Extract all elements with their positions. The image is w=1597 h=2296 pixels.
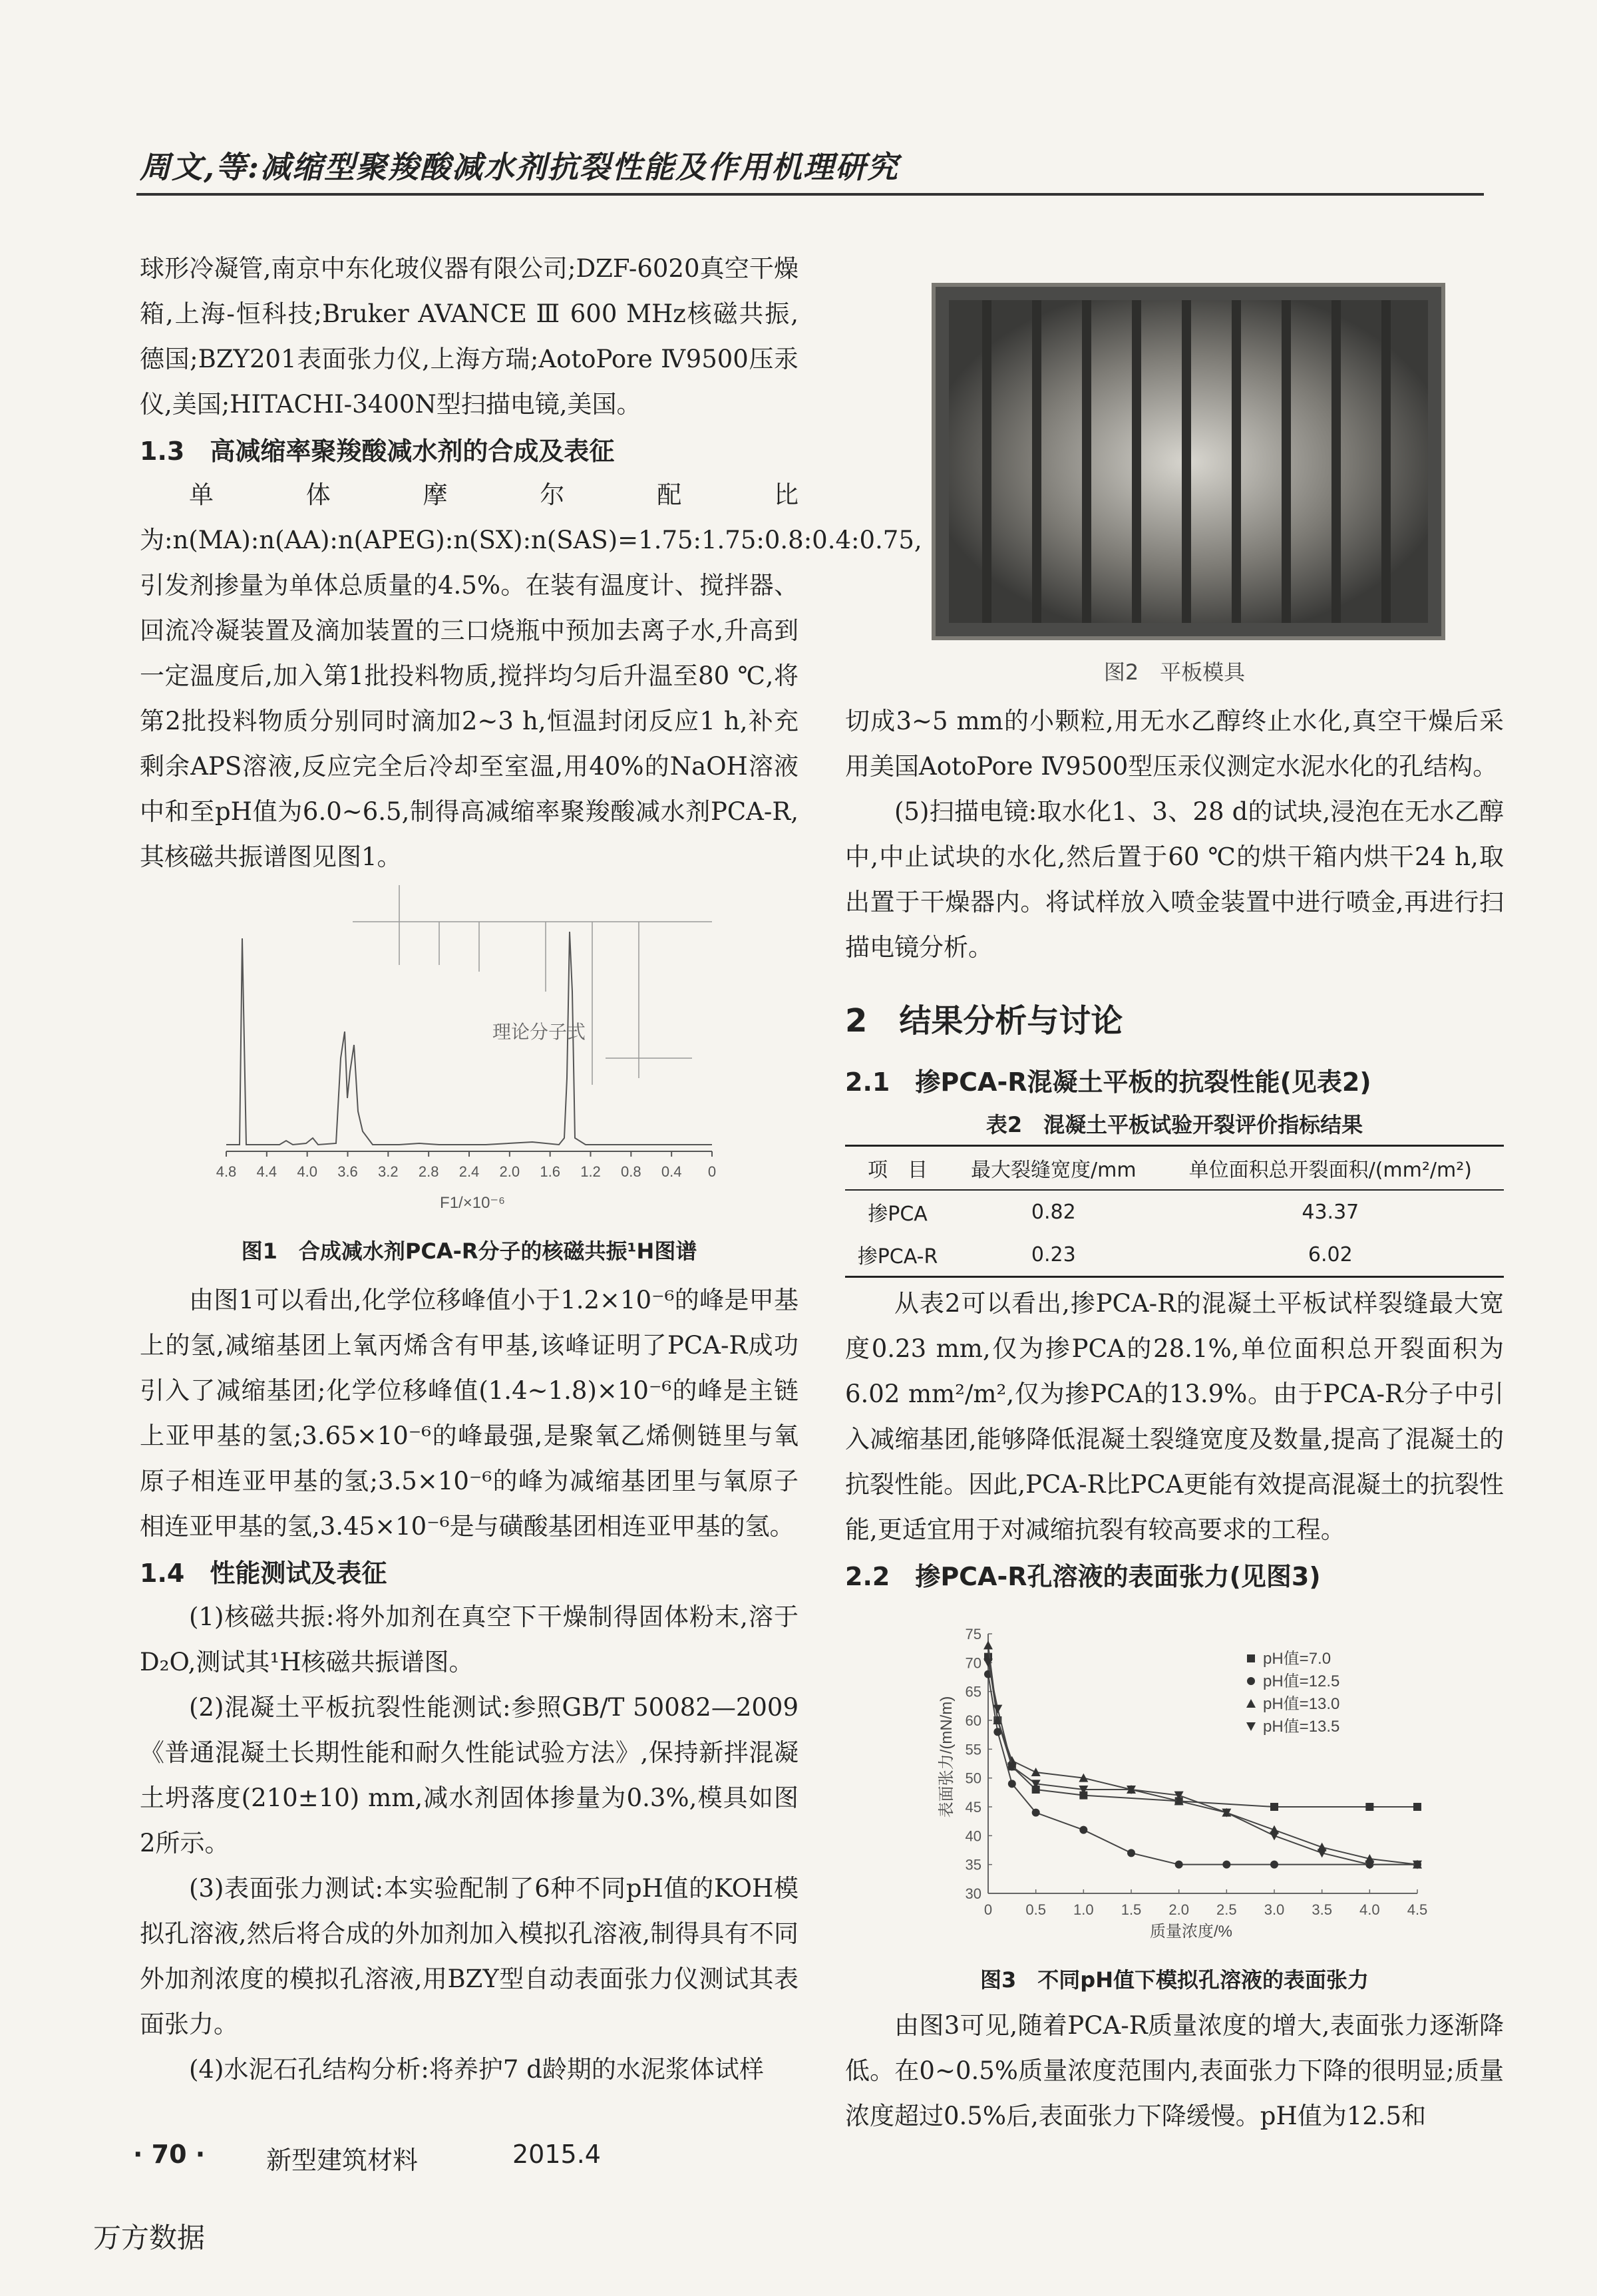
- table-row: [845, 1190, 1504, 1233]
- section-heading-2: 2 结果分析与讨论: [845, 1002, 1123, 1040]
- y-tick-label: 40: [965, 1827, 981, 1845]
- legend-entry: [1246, 1695, 1339, 1713]
- data-point: [1175, 1861, 1183, 1869]
- data-point: [1270, 1831, 1279, 1840]
- table-cell: 43.37: [1302, 1200, 1359, 1224]
- data-point: [983, 1640, 993, 1649]
- series-4: [983, 1658, 1422, 1869]
- x-tick-label: 1.0: [1073, 1901, 1094, 1918]
- table-cell: 0.82: [1031, 1200, 1076, 1224]
- y-axis-label: 表面张力/(mN/m): [938, 1696, 956, 1818]
- y-tick-label: 60: [965, 1712, 981, 1729]
- page-number: · 70 ·: [133, 2140, 206, 2169]
- plate-mold-image: [936, 287, 1441, 636]
- series-line: [988, 1674, 1417, 1865]
- inset-label: 理论分子式: [492, 1022, 586, 1042]
- nmr-tick-label: 0.4: [661, 1163, 682, 1180]
- right-column-top: [845, 699, 1504, 970]
- nmr-tick-label: 2.4: [458, 1163, 480, 1180]
- paragraph-synthesis: 单体摩尔配比为:n(MA):n(AA):n(APEG):n(SX):n(SAS)=1.75:1.75:0.8:0.4:0.75,引发剂掺量为单体总质量的4.5%。在装有温度计、搅拌器、回流冷凝装置及滴加装置的三口烧瓶中预加去离子水,升高到一定温度后,加入第1批投料物质,搅拌均匀后升温至80 ℃,将第2批投料物质分别同时滴加2~3 h,恒温封闭反应1 h,补充剩余APS溶液,反应完全后冷却至室温,用40%的NaOH溶液中和至pH值为6.0~6.5,制得高减缩率聚羧酸减水剂PCA-R,其核磁共振谱图见图1。: [140, 480, 922, 871]
- paragraph-crack-analysis: 从表2可以看出,掺PCA-R的混凝土平板试样裂缝最大宽度0.23 mm,仅为掺PCA的28.1%,单位面积总开裂面积为6.02 mm²/m²,仅为掺PCA的13.9%。由于PCA-R分子中引入减缩基团,能够降低混凝土裂缝宽度及数量,提高了混凝土的抗裂性能。因此,PCA-R比PCA更能有效提高混凝土的抗裂性能,更适宜用于对减缩抗裂有较高要求的工程。: [845, 1289, 1504, 1544]
- nmr-tick-label: 4.0: [297, 1163, 317, 1180]
- mold-rib: [1182, 300, 1191, 623]
- data-point: [1247, 1654, 1255, 1662]
- x-tick-label: 0: [983, 1901, 993, 1918]
- legend-entry: [1247, 1650, 1331, 1668]
- y-tick-label: 45: [965, 1799, 981, 1816]
- y-tick-label: 30: [965, 1885, 981, 1902]
- data-point: [1247, 1677, 1255, 1685]
- table-row: [845, 1233, 1504, 1277]
- journal-name: 新型建筑材料: [266, 2146, 419, 2175]
- right-column-mid: [845, 1281, 1504, 1598]
- data-point: [1365, 1803, 1373, 1811]
- nmr-tick-label: 1.6: [540, 1163, 560, 1180]
- data-point: [1222, 1861, 1230, 1869]
- paragraph-nmr-analysis: 由图1可以看出,化学位移峰值小于1.2×10⁻⁶的峰是甲基上的氢,减缩基团上氧丙烯含有甲基,该峰证明了PCA-R成功引入了减缩基团;化学位移峰值(1.4~1.8)×10⁻⁶的峰是主链上亚甲基的氢;3.65×10⁻⁶的峰最强,是聚氧乙烯侧链里与氧原子相连亚甲基的氢;3.5×10⁻⁶的峰为减缩基团里与氧原子相连亚甲基的氢,3.45×10⁻⁶是与磺酸基团相连亚甲基的氢。: [140, 1286, 798, 1541]
- data-point: [1270, 1861, 1278, 1869]
- table-2-caption: 表2 混凝土平板试验开裂评价指标结果: [985, 1112, 1363, 1137]
- table-header-row: [845, 1146, 1504, 1191]
- figure-3-caption: 图3 不同pH值下模拟孔溶液的表面张力: [980, 1967, 1369, 1993]
- nmr-tick-label: 3.6: [337, 1163, 358, 1180]
- x-tick-label: 3.0: [1264, 1901, 1285, 1918]
- data-point: [1031, 1768, 1041, 1776]
- table-header-cell: 项 目: [868, 1159, 928, 1182]
- paragraph-test-nmr: (1)核磁共振:将外加剂在真空下干燥制得固体粉末,溶于D₂O,测试其¹H核磁共振谱图。: [140, 1603, 798, 1676]
- figure-2-photo: [932, 283, 1445, 640]
- y-tick-label: 35: [965, 1856, 981, 1873]
- data-point: [1079, 1826, 1087, 1834]
- table-cell: 0.23: [1031, 1243, 1076, 1266]
- table-header-cell: 最大裂缝宽度/mm: [971, 1159, 1137, 1182]
- figure-2-caption: 图2 平板模具: [1103, 660, 1246, 685]
- paragraph-pore-cont: 切成3~5 mm的小颗粒,用无水乙醇终止水化,真空干燥后采用美国AotoPore Ⅳ9500型压汞仪测定水泥水化的孔结构。: [845, 707, 1504, 781]
- legend-label: pH值=12.5: [1263, 1672, 1340, 1690]
- nmr-tick-label: 0: [707, 1163, 717, 1180]
- section-heading-2-2: 2.2 掺PCA-R孔溶液的表面张力(见图3): [845, 1562, 1321, 1591]
- mold-rib: [1082, 300, 1091, 623]
- series-2: [984, 1670, 1421, 1869]
- x-tick-label: 1.5: [1121, 1901, 1142, 1918]
- paragraph-tension-analysis: 由图3可见,随着PCA-R质量浓度的增大,表面张力逐渐降低。在0~0.5%质量浓度范围内,表面张力下降的很明显;质量浓度超过0.5%后,表面张力下降缓慢。pH值为12.5和: [845, 2011, 1504, 2130]
- section-heading-2-1: 2.1 掺PCA-R混凝土平板的抗裂性能(见表2): [845, 1067, 1371, 1097]
- y-tick-label: 65: [965, 1683, 981, 1700]
- figure-1-caption: 图1 合成减水剂PCA-R分子的核磁共振¹H图谱: [241, 1239, 697, 1264]
- journal-issue: 2015.4: [512, 2140, 601, 2169]
- watermark: 万方数据: [93, 2221, 206, 2254]
- molecular-structure-icon: [353, 885, 712, 1085]
- table-cell: 6.02: [1308, 1243, 1353, 1266]
- series-line: [988, 1645, 1417, 1864]
- y-tick-label: 50: [965, 1770, 981, 1787]
- nmr-tick-label: 2.0: [499, 1163, 520, 1180]
- x-axis-label: 质量浓度/%: [1149, 1923, 1233, 1941]
- legend-label: pH值=13.5: [1263, 1718, 1340, 1736]
- paragraph-sem: (5)扫描电镜:取水化1、3、28 d的试块,浸泡在无水乙醇中,中止试块的水化,然后置于60 ℃的烘干箱内烘干24 h,取出置于干燥器内。将试样放入喷金装置中进行喷金,再进行扫描电镜分析。: [845, 797, 1504, 962]
- legend-entry: [1246, 1718, 1339, 1736]
- surface-tension-chart: [925, 1624, 1431, 1943]
- y-tick-label: 55: [965, 1741, 981, 1758]
- mold-rib: [1282, 300, 1291, 623]
- mold-rib: [982, 300, 991, 623]
- right-column-bottom: [845, 2003, 1504, 2139]
- section-heading-1-3: 1.3 高减缩率聚羧酸减水剂的合成及表征: [140, 437, 615, 466]
- legend-label: pH值=7.0: [1263, 1650, 1331, 1668]
- x-tick-label: 3.5: [1312, 1901, 1332, 1918]
- x-tick-label: 2.0: [1168, 1901, 1189, 1918]
- mold-rib: [1132, 300, 1141, 623]
- x-tick-label: 4.5: [1407, 1901, 1428, 1918]
- x-tick-label: 2.5: [1216, 1901, 1237, 1918]
- data-point: [1413, 1803, 1421, 1811]
- fig1-x-axis-label: F1/×10⁻⁶: [440, 1194, 505, 1212]
- y-tick-label: 75: [965, 1626, 981, 1642]
- paragraph-instruments: 球形冷凝管,南京中东化玻仪器有限公司;DZF-6020真空干燥箱,上海-恒科技;Bruker AVANCE Ⅲ 600 MHz核磁共振,德国;BZY201表面张力仪,上海方瑞;AotoPore Ⅳ9500压汞仪,美国;HITACHI-3400N型扫描电镜,美国。: [140, 254, 798, 419]
- nmr-tick-label: 4.8: [216, 1163, 237, 1180]
- data-point: [1127, 1849, 1135, 1857]
- data-point: [1270, 1803, 1278, 1811]
- nmr-tick-label: 3.2: [378, 1163, 399, 1180]
- data-point: [1032, 1809, 1040, 1817]
- nmr-tick-label: 0.8: [621, 1163, 641, 1180]
- table-cell: 掺PCA-R: [857, 1245, 938, 1268]
- table-2: [845, 1145, 1504, 1278]
- mold-rib: [1232, 300, 1241, 623]
- figure-1-nmr: [200, 859, 725, 1218]
- series-line: [988, 1657, 1417, 1807]
- section-heading-1-4: 1.4 性能测试及表征: [140, 1559, 387, 1588]
- nmr-tick-label: 4.4: [256, 1163, 277, 1180]
- running-header: 周文,等:减缩型聚羧酸减水剂抗裂性能及作用机理研究: [140, 149, 899, 185]
- figure-3-chart: [925, 1624, 1431, 1943]
- paragraph-test-pore: (4)水泥石孔结构分析:将养护7 d龄期的水泥浆体试样: [189, 2055, 764, 2084]
- nmr-tick-label: 1.2: [580, 1163, 601, 1180]
- table-header-cell: 单位面积总开裂面积/(mm²/m²): [1188, 1159, 1472, 1182]
- left-column-bottom: [140, 1278, 798, 2092]
- series-1: [984, 1653, 1421, 1811]
- header-rule: [136, 193, 1484, 196]
- data-point: [1008, 1780, 1016, 1788]
- paragraph-test-tension: (3)表面张力测试:本实验配制了6种不同pH值的KOH模拟孔溶液,然后将合成的外加剂加入模拟孔溶液,制得具有不同外加剂浓度的模拟孔溶液,用BZY型自动表面张力仪测试其表面张力。: [140, 1874, 798, 2038]
- data-point: [1246, 1699, 1256, 1708]
- legend-label: pH值=13.0: [1263, 1695, 1340, 1713]
- series-line: [988, 1662, 1417, 1864]
- legend-entry: [1247, 1672, 1339, 1690]
- nmr-tick-label: 2.8: [418, 1163, 439, 1180]
- paragraph-test-crack: (2)混凝土平板抗裂性能测试:参照GB/T 50082—2009《普通混凝土长期性能和耐久性能试验方法》,保持新拌混凝土坍落度(210±10) mm,减水剂固体掺量为0.3%,模具如图2所示。: [140, 1693, 798, 1857]
- x-tick-label: 0.5: [1025, 1901, 1046, 1918]
- nmr-spectrum: [200, 859, 725, 1218]
- mold-rib: [1381, 300, 1391, 623]
- series-3: [983, 1640, 1422, 1868]
- y-tick-label: 70: [965, 1654, 981, 1672]
- left-column-top: [140, 246, 922, 880]
- x-tick-label: 4.0: [1359, 1901, 1380, 1918]
- data-point: [1246, 1722, 1256, 1731]
- mold-rib: [1331, 300, 1341, 623]
- mold-rib: [1032, 300, 1041, 623]
- table-cell: 掺PCA: [868, 1203, 928, 1226]
